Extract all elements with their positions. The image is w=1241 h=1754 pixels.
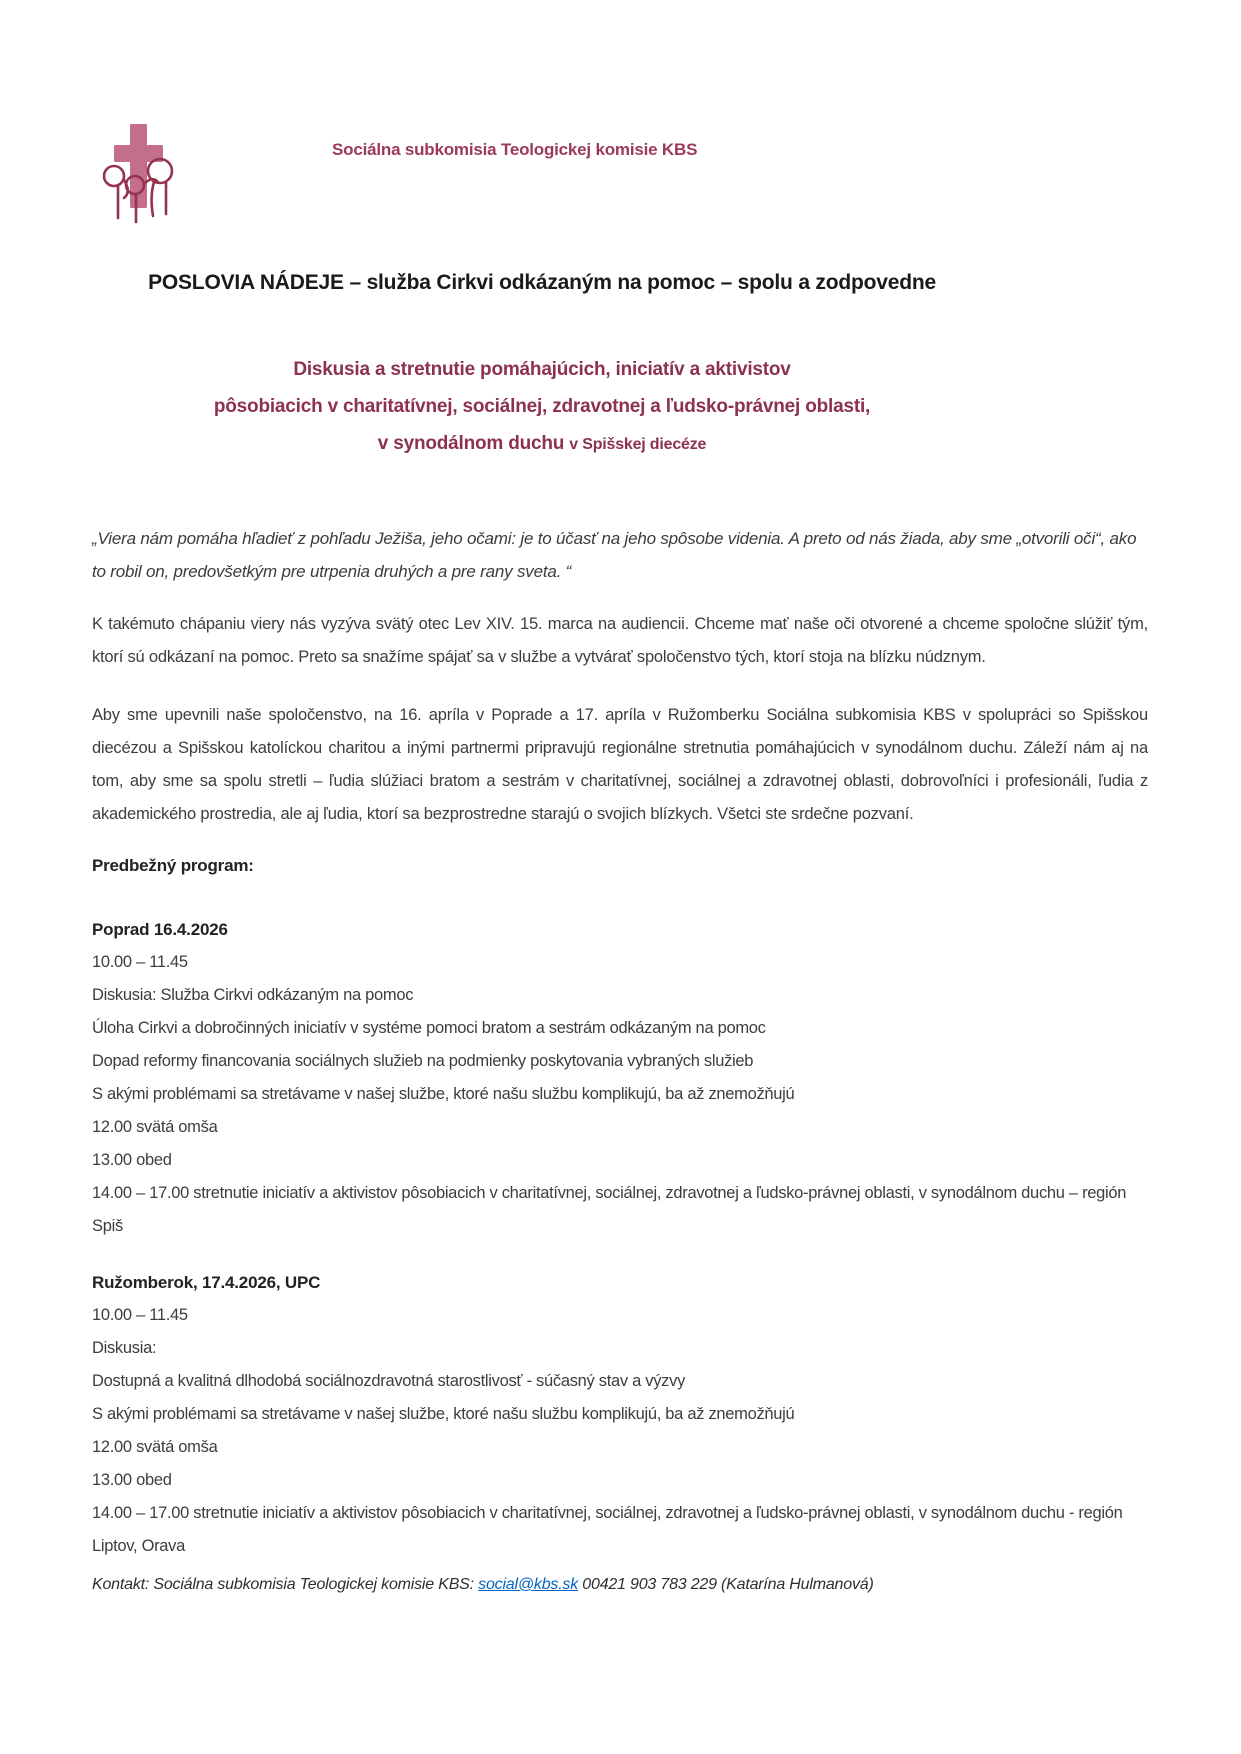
program-line: 14.00 – 17.00 stretnutie iniciatív a aktivistov pôsobiacich v charitatívnej, sociálnej, zdravotnej a ľudsko-právnej oblasti, v synodálnom duchu - región Liptov, Orava [92,1504,1123,1555]
program-line: S akými problémami sa stretávame v našej službe, ktoré našu službu komplikujú, ba až znemožňujú [92,1405,795,1423]
program-heading: Predbežný program: [92,856,254,875]
program-line: Dopad reformy financovania sociálnych služieb na podmienky poskytovania vybraných služieb [92,1052,754,1070]
program-line: Dostupná a kvalitná dlhodobá sociálnozdravotná starostlivosť - súčasný stav a výzvy [92,1372,686,1390]
program-line: 13.00 obed [92,1151,172,1169]
program-line: Diskusia: Služba Cirkvi odkázaným na pomoc [92,986,414,1004]
program-line: 10.00 – 11.45 [92,953,188,971]
program-line: 10.00 – 11.45 [92,1306,188,1324]
contact-email-link[interactable]: social@kbs.sk [478,1576,579,1593]
program-line: 12.00 svätá omša [92,1438,218,1456]
program-line: S akými problémami sa stretávame v našej službe, ktoré našu službu komplikujú, ba až znemožňujú [92,1085,795,1103]
body-paragraph-2: Aby sme upevnili naše spoločenstvo, na 16. apríla v Poprade a 17. apríla v Ružomberku Sociálna subkomisia KBS v spolupráci so Spišskou diecézou a Spišskou katolíckou charitou a inými partnermi pripravujú regionálne stretnutia pomáhajúcich v synodálnom duchu. Záleží nám aj na tom, aby sme sa spolu stretli – ľudia slúžiaci bratom a sestrám v charitatívnej, sociálnej a zdravotnej oblasti, dobrovoľníci i profesionáli, ľudia z akademického prostredia, ale aj ľudia, ktorí sa bezprostredne starajú o svojich blízkych. Všetci ste srdečne pozvaní. [92,706,1148,823]
organization-name: Sociálna subkomisia Teologickej komisie KBS [332,140,698,159]
contact-line [92,1568,1148,1601]
subtitle-line-3-main: v synodálnom duchu [377,433,565,454]
opening-quote: „Viera nám pomáha hľadieť z pohľadu Ježiša, jeho očami: je to účasť na jeho spôsobe videnia. A preto od nás žiada, aby sme „otvorili oči“, ako to robil on, predovšetkým pre utrpenia druhých a pre rany sveta. “ [92,529,1137,581]
page-title: POSLOVIA NÁDEJE – služba Cirkvi odkázaným na pomoc – spolu a zodpovedne [148,271,936,294]
cross-and-people-logo-icon [96,118,192,224]
program-section-poprad [92,913,1148,1243]
program-line: Diskusia: [92,1339,157,1357]
subtitle-line-1: Diskusia a stretnutie pomáhajúcich, iniciatív a aktivistov [293,359,791,380]
contact-suffix: 00421 903 783 229 (Katarína Hulmanová) [578,1576,874,1593]
subtitle-line-3-detail: v Spišskej diecéze [569,436,707,453]
subtitle-line-3 [92,425,992,463]
program-line: 12.00 svätá omša [92,1118,218,1136]
document-header [92,118,1148,224]
body-paragraph-1: K takémuto chápaniu viery nás vyzýva svätý otec Lev XIV. 15. marca na audiencii. Chceme mať naše oči otvorené a chceme spoločne slúžiť tým, ktorí sú odkázaní na pomoc. Preto sa snažíme spájať sa v službe a vytvárať spoločenstvo tých, ktorí stoja na blízku núdznym. [92,615,1148,666]
section-heading: Ružomberok, 17.4.2026, UPC [92,1273,321,1292]
program-line: Úloha Cirkvi a dobročinných iniciatív v systéme pomoci bratom a sestrám odkázaným na pomoc [92,1019,766,1037]
program-line: 13.00 obed [92,1471,172,1489]
document-subtitle [92,351,992,463]
program-section-ruzomberok [92,1266,1148,1563]
contact-prefix: Kontakt: Sociálna subkomisia Teologickej komisie KBS: [92,1576,479,1593]
program-line: 14.00 – 17.00 stretnutie iniciatív a aktivistov pôsobiacich v charitatívnej, sociálnej, zdravotnej a ľudsko-právnej oblasti, v synodálnom duchu – región Spiš [92,1184,1127,1235]
subtitle-line-2: pôsobiacich v charitatívnej, sociálnej, zdravotnej a ľudsko-právnej oblasti, [213,396,871,417]
section-heading: Poprad 16.4.2026 [92,920,228,939]
